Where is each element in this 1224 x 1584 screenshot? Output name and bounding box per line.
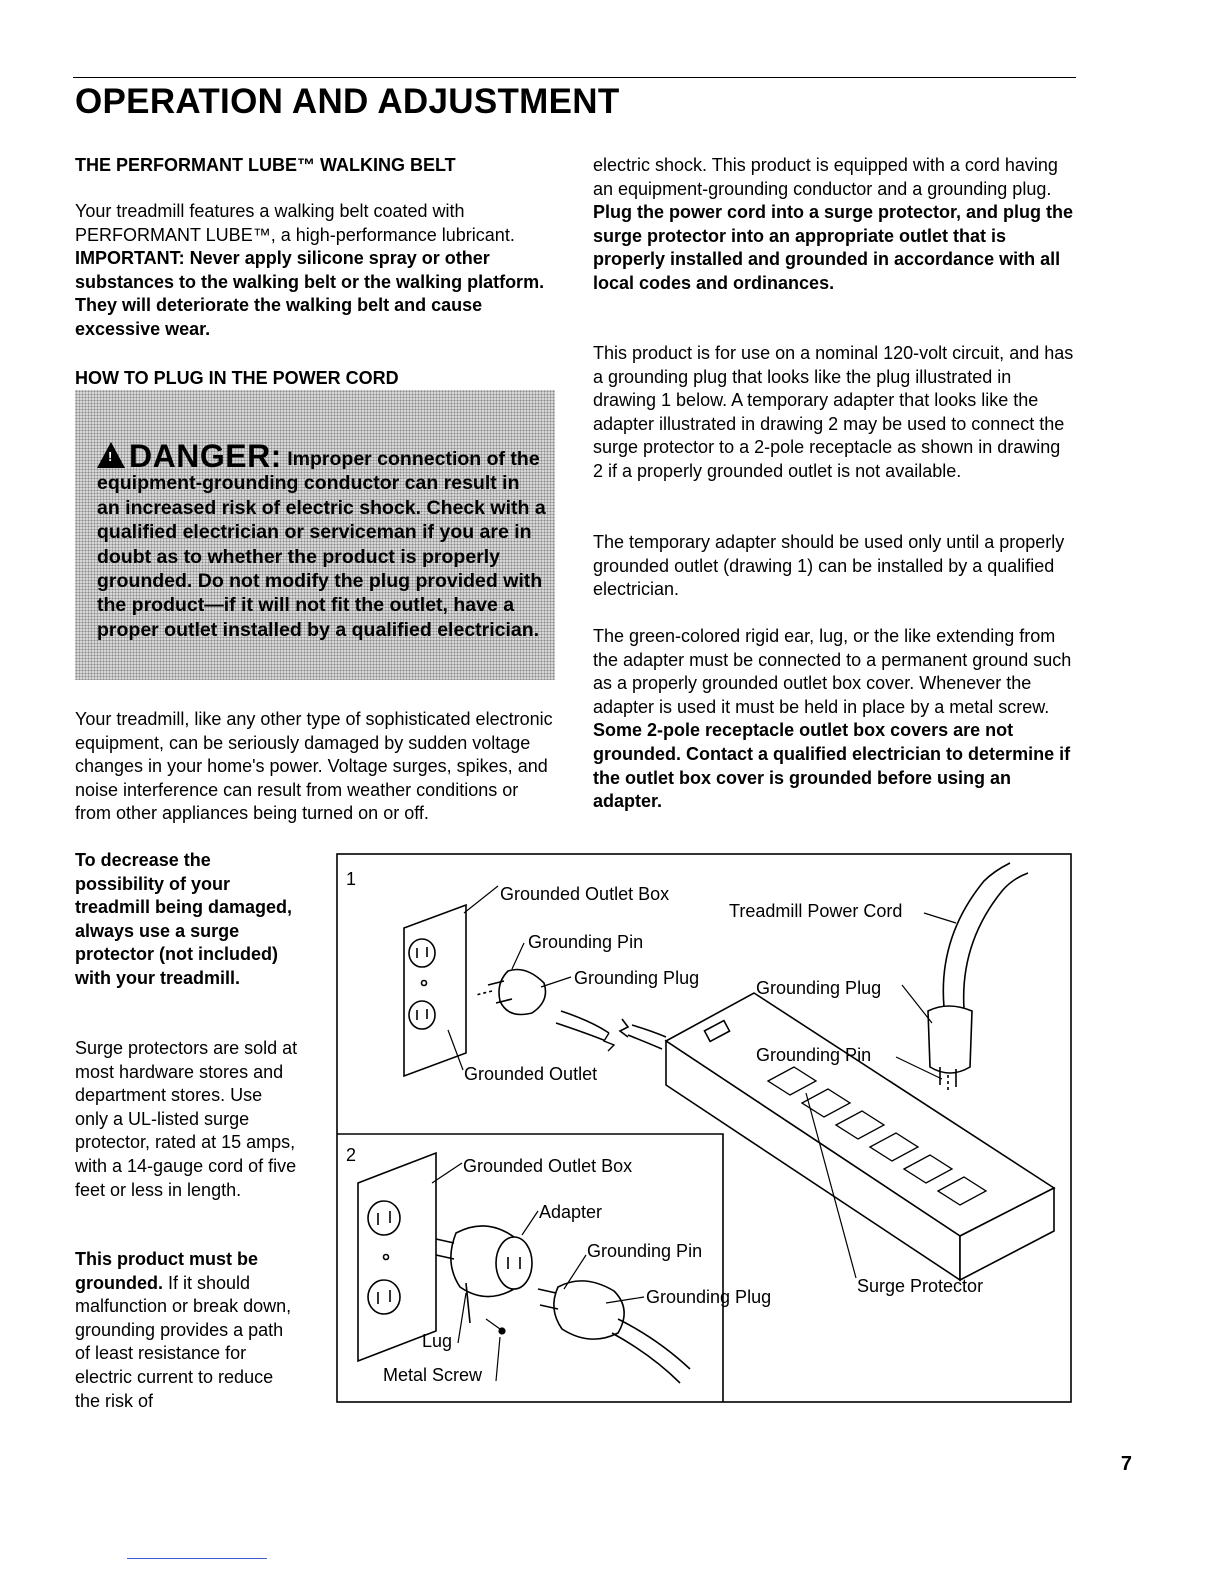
important-warning: IMPORTANT: Never apply silicone spray or other substances to the walking belt or the walking platform. They will deteriorate the walking belt and cause excessive wear. bbox=[75, 248, 545, 339]
wall-outlet-1 bbox=[404, 905, 466, 1076]
grounding-paragraph bbox=[75, 1248, 300, 1413]
label-grounded-outlet-box-2: Grounded Outlet Box bbox=[463, 1156, 633, 1176]
label-grounding-pin-2: Grounding Pin bbox=[587, 1241, 703, 1261]
danger-text: Improper connection of the equipment-grounding conductor can result in an increased risk of electric shock. Check with a qualified electrician or serviceman if you are in doubt as to whether the product is properly grounded. Do not modify the plug provided with the product—if it will not fit the outlet, have a proper outlet installed by a qualified electrician. bbox=[97, 448, 546, 641]
label-grounding-plug-2: Grounding Plug bbox=[646, 1287, 772, 1307]
warning-triangle-icon: ! bbox=[97, 442, 125, 468]
right-paragraph-1 bbox=[593, 154, 1075, 296]
danger-content bbox=[97, 438, 547, 642]
label-grounded-outlet: Grounded Outlet bbox=[464, 1064, 598, 1084]
title-rule bbox=[73, 77, 1076, 78]
label-grounding-plug-right: Grounding Plug bbox=[756, 978, 882, 998]
right-paragraph-4-text: The green-colored rigid ear, lug, or the like extending from the adapter must be connected to a permanent ground such as a properly grounded outlet box cover. Whenever the adapter is used it must be held in place by a metal screw. bbox=[593, 626, 1072, 717]
label-adapter: Adapter bbox=[539, 1202, 603, 1222]
surges-paragraph: Your treadmill, like any other type of sophisticated electronic equipment, can be seriously damaged by sudden voltage changes in your home's power. Voltage surges, spikes, and noise interference can result from weather conditions or from other appliances being turned on or off. bbox=[75, 709, 553, 824]
grounding-required: This product must be grounded. bbox=[75, 1249, 259, 1293]
label-lug: Lug bbox=[422, 1331, 453, 1351]
label-surge-protector: Surge Protector bbox=[857, 1276, 984, 1296]
page-title: OPERATION AND ADJUSTMENT bbox=[75, 82, 620, 121]
label-grounded-outlet-box-1: Grounded Outlet Box bbox=[500, 884, 670, 904]
label-grounding-plug-1: Grounding Plug bbox=[574, 968, 700, 988]
surge-protector-recommendation: To decrease the possibility of your treadmill being damaged, always use a surge protector (not included) with your treadmill. bbox=[75, 850, 293, 988]
page-number: 7 bbox=[1120, 1453, 1132, 1475]
section-walking-belt bbox=[75, 153, 563, 342]
adapter-warning: Some 2-pole receptacle outlet box covers are not grounded. Contact a qualified electrician to determine if the outlet box cover is grounded before using an adapter. bbox=[593, 720, 1071, 812]
adapter-2 bbox=[436, 1226, 532, 1323]
wall-outlet-2 bbox=[358, 1153, 436, 1361]
plug-diagram bbox=[336, 853, 1072, 1403]
bottom-line bbox=[127, 1558, 267, 1559]
right-paragraph-2: This product is for use on a nominal 120-volt circuit, and has a grounding plug that looks like the plug illustrated in drawing 1 below. A temporary adapter that looks like the adapter illustrated in drawing 2 may be used to connect the surge protector to a 2-pole receptacle as shown in drawing 2 if a properly grounded outlet is not available. bbox=[593, 343, 1074, 481]
right-paragraph-1-text: electric shock. This product is equipped with a cord having an equipment-grounding conductor and a grounding plug. bbox=[593, 155, 1058, 199]
metal-screw-icon bbox=[486, 1319, 505, 1334]
right-paragraph-4 bbox=[593, 625, 1079, 814]
right-paragraph-3: The temporary adapter should be used only until a properly grounded outlet (drawing 1) can be installed by a qualified electrician. bbox=[593, 532, 1065, 600]
danger-label: DANGER: bbox=[129, 438, 282, 474]
label-grounding-pin-right: Grounding Pin bbox=[756, 1045, 872, 1065]
label-treadmill-power-cord: Treadmill Power Cord bbox=[729, 901, 903, 921]
section-heading-walking-belt: THE PERFORMANT LUBE™ WALKING BELT bbox=[75, 155, 456, 175]
grounding-text: If it should malfunction or break down, grounding provides a path of least resistance for electric current to reduce the risk of bbox=[75, 1272, 292, 1411]
danger-box bbox=[75, 390, 555, 680]
section-heading-power-cord: HOW TO PLUG IN THE POWER CORD bbox=[75, 368, 399, 388]
walking-belt-text: Your treadmill features a walking belt coated with PERFORMANT LUBE™, a high-performance lubricant. bbox=[75, 201, 515, 245]
drawing2-number: 2 bbox=[346, 1145, 357, 1165]
walking-belt-paragraph bbox=[75, 200, 563, 342]
plug-instruction: Plug the power cord into a surge protector, and plug the surge protector into an appropriate outlet that is properly installed and grounded in accordance with all local codes and ordinances. bbox=[593, 202, 1074, 293]
label-grounding-pin-1: Grounding Pin bbox=[528, 932, 644, 952]
surge-protector-paragraph: Surge protectors are sold at most hardware stores and department stores. Use only a UL-listed surge protector, rated at 15 amps, with a 14-gauge cord of five feet or less in length. bbox=[75, 1038, 298, 1200]
drawing1-number: 1 bbox=[346, 869, 357, 889]
treadmill-power-cord bbox=[928, 863, 1028, 1091]
label-metal-screw: Metal Screw bbox=[383, 1365, 483, 1385]
surge-protector-strip bbox=[666, 993, 1054, 1280]
